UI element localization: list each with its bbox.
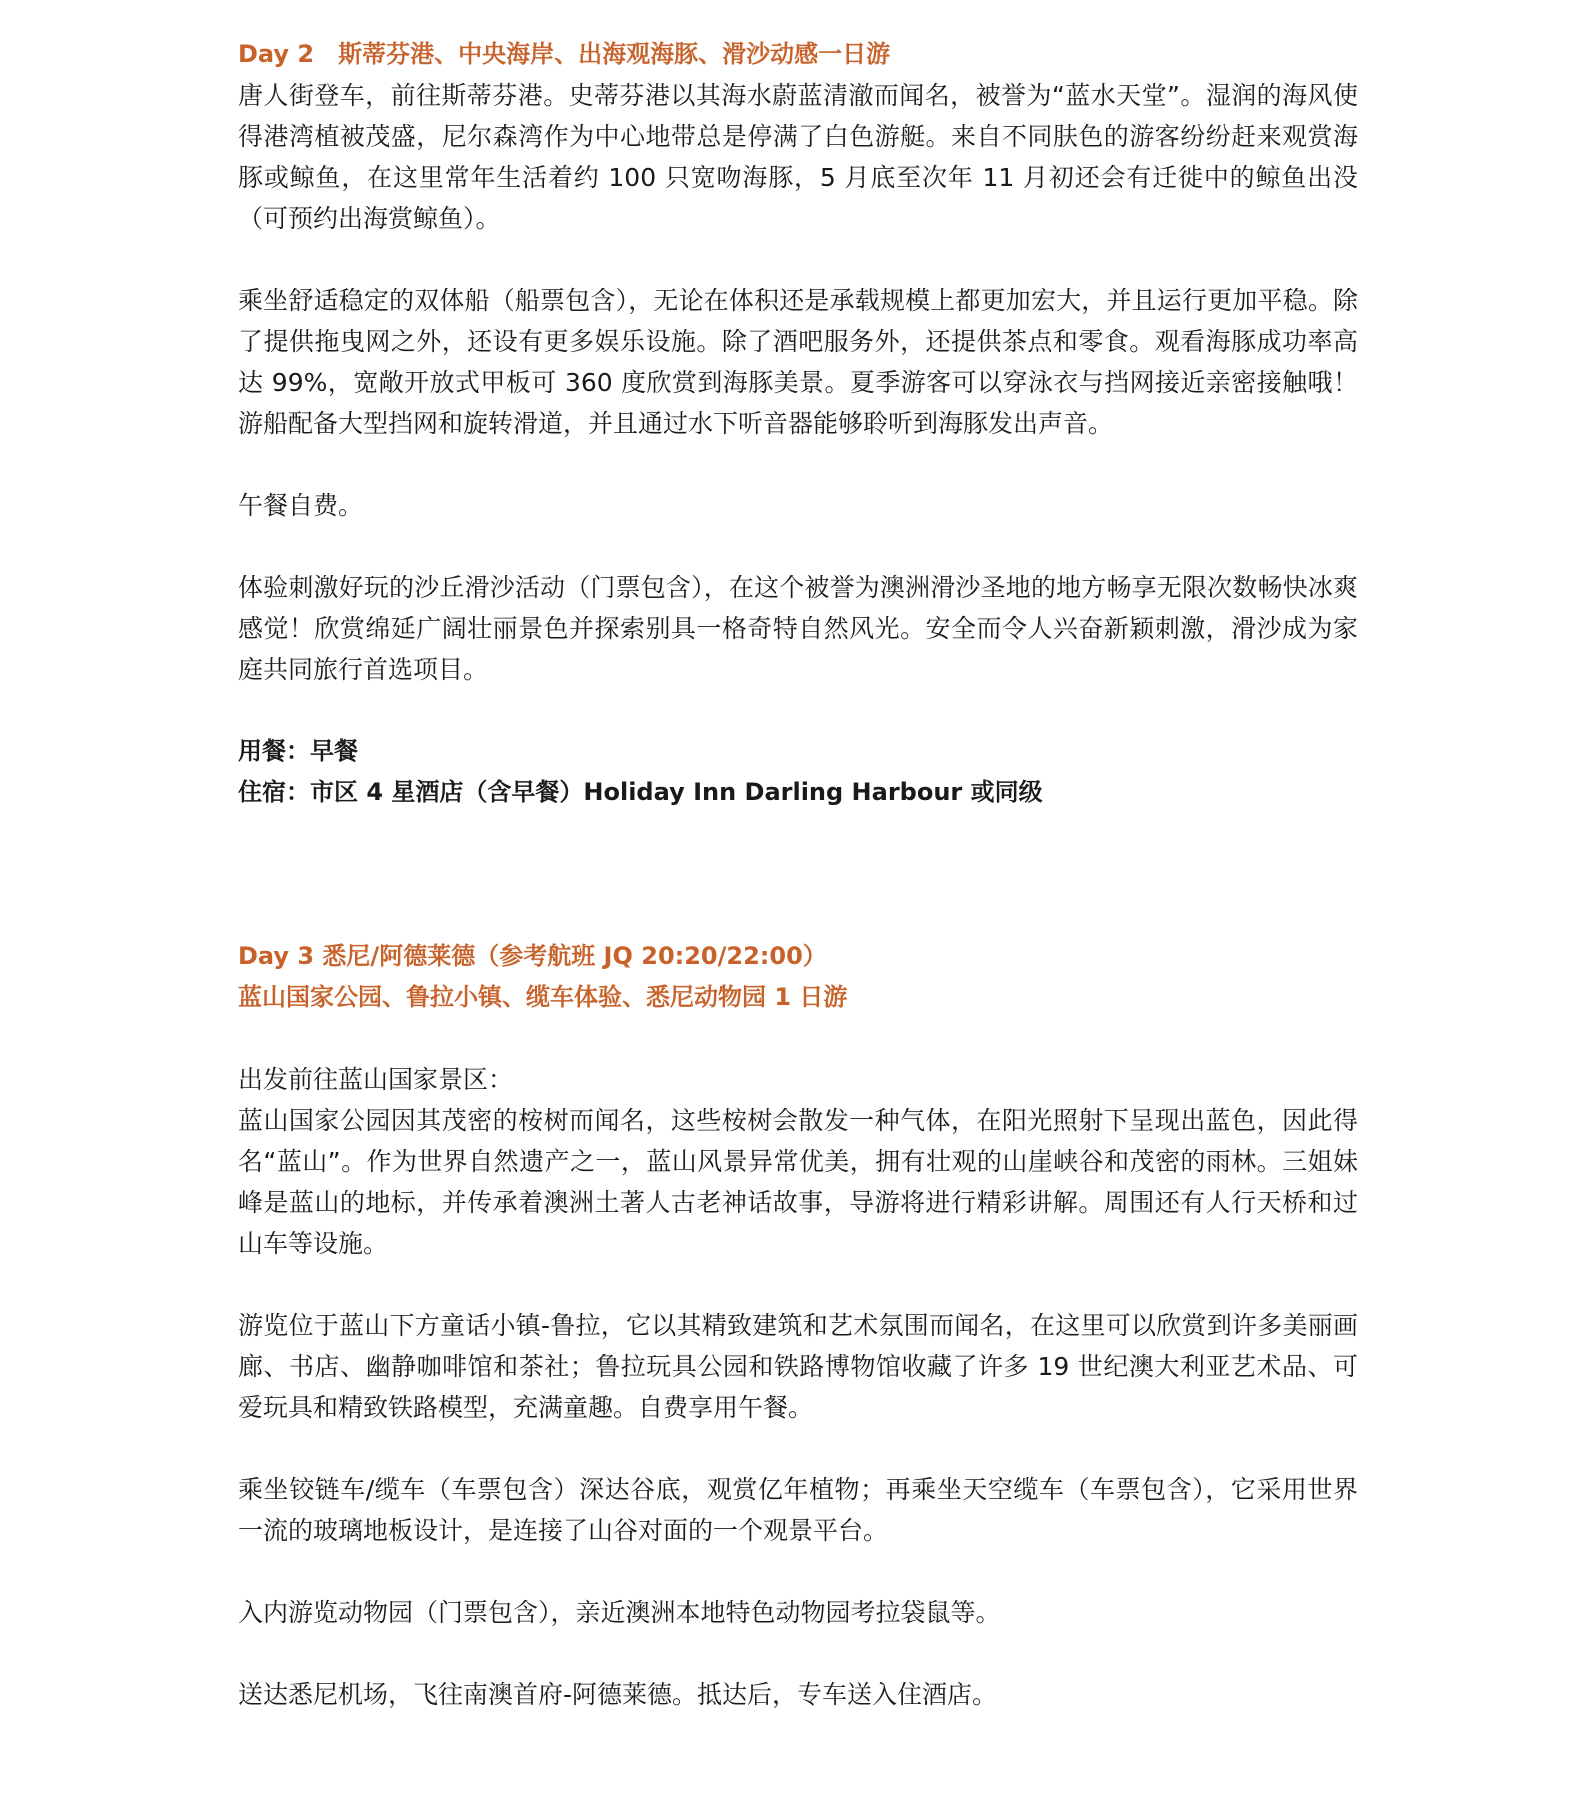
- spacer: [238, 1264, 1358, 1305]
- spacer: [238, 1428, 1358, 1469]
- day-2-title: Day 2 斯蒂芬港、中央海岸、出海观海豚、滑沙动感一日游: [238, 40, 891, 68]
- spacer: [238, 1633, 1358, 1674]
- day-2-section: [238, 34, 1358, 813]
- day-3-paragraph-flight: 送达悉尼机场，飞往南澳首府-阿德莱德。抵达后，专车送入住酒店。: [238, 1680, 998, 1709]
- day-3-paragraph-cableway: 乘坐铰链车/缆车（车票包含）深达谷底，观赏亿年植物；再乘坐天空缆车（车票包含），它采用世界一流的玻璃地板设计，是连接了山谷对面的一个观景平台。: [238, 1475, 1358, 1545]
- day-2-paragraph-lunch: 午餐自费。: [238, 491, 364, 520]
- day-3-paragraph-leura: 游览位于蓝山下方童话小镇-鲁拉，它以其精致建筑和艺术氛围而闻名，在这里可以欣赏到许多美丽画廊、书店、幽静咖啡馆和茶社；鲁拉玩具公园和铁路博物馆收藏了许多 19 世纪澳大利亚艺术品、可爱玩具和精致铁路模型，充满童趣。自费享用午餐。: [238, 1311, 1358, 1422]
- spacer: [238, 1018, 1358, 1059]
- spacer: [238, 690, 1358, 731]
- spacer: [238, 526, 1358, 567]
- spacer: [238, 444, 1358, 485]
- day-3-title-line-1: Day 3 悉尼/阿德莱德（参考航班 JQ 20:20/22:00）: [238, 942, 827, 970]
- day-3-intro: 出发前往蓝山国家景区：: [238, 1065, 514, 1094]
- spacer: [238, 239, 1358, 280]
- day-2-paragraph-port-stephens: 唐人街登车，前往斯蒂芬港。史蒂芬港以其海水蔚蓝清澈而闻名，被誉为“蓝水天堂”。湿润的海风使得港湾植被茂盛，尼尔森湾作为中心地带总是停满了白色游艇。来自不同肤色的游客纷纷赶来观赏海豚或鲸鱼，在这里常年生活着约 100 只宽吻海豚，5 月底至次年 11 月初还会有迁徙中的鲸鱼出没（可预约出海赏鲸鱼）。: [238, 81, 1358, 233]
- day-3-section: [238, 936, 1358, 1715]
- day-2-hotel: 住宿：市区 4 星酒店（含早餐）Holiday Inn Darling Harbour 或同级: [238, 778, 1043, 806]
- section-spacer: [238, 813, 1358, 936]
- day-2-paragraph-catamaran: 乘坐舒适稳定的双体船（船票包含），无论在体积还是承载规模上都更加宏大，并且运行更加平稳。除了提供拖曳网之外，还设有更多娱乐设施。除了酒吧服务外，还提供茶点和零食。观看海豚成功率高达 99%，宽敞开放式甲板可 360 度欣赏到海豚美景。夏季游客可以穿泳衣与挡网接近亲密接触哦！游船配备大型挡网和旋转滑道，并且通过水下听音器能够聆听到海豚发出声音。: [238, 286, 1358, 438]
- day-3-paragraph-blue-mountains: 蓝山国家公园因其茂密的桉树而闻名，这些桉树会散发一种气体，在阳光照射下呈现出蓝色，因此得名“蓝山”。作为世界自然遗产之一，蓝山风景异常优美，拥有壮观的山崖峡谷和茂密的雨林。三姐妹峰是蓝山的地标，并传承着澳洲土著人古老神话故事，导游将进行精彩讲解。周围还有人行天桥和过山车等设施。: [238, 1106, 1358, 1258]
- itinerary-document: [238, 34, 1358, 1715]
- day-2-meals: 用餐：早餐: [238, 737, 358, 765]
- day-3-title-line-2: 蓝山国家公园、鲁拉小镇、缆车体验、悉尼动物园 1 日游: [238, 983, 848, 1011]
- day-3-paragraph-zoo: 入内游览动物园（门票包含），亲近澳洲本地特色动物园考拉袋鼠等。: [238, 1598, 1001, 1627]
- day-2-paragraph-sandboarding: 体验刺激好玩的沙丘滑沙活动（门票包含），在这个被誉为澳洲滑沙圣地的地方畅享无限次数畅快冰爽感觉！欣赏绵延广阔壮丽景色并探索别具一格奇特自然风光。安全而令人兴奋新颖刺激，滑沙成为家庭共同旅行首选项目。: [238, 573, 1358, 684]
- spacer: [238, 1551, 1358, 1592]
